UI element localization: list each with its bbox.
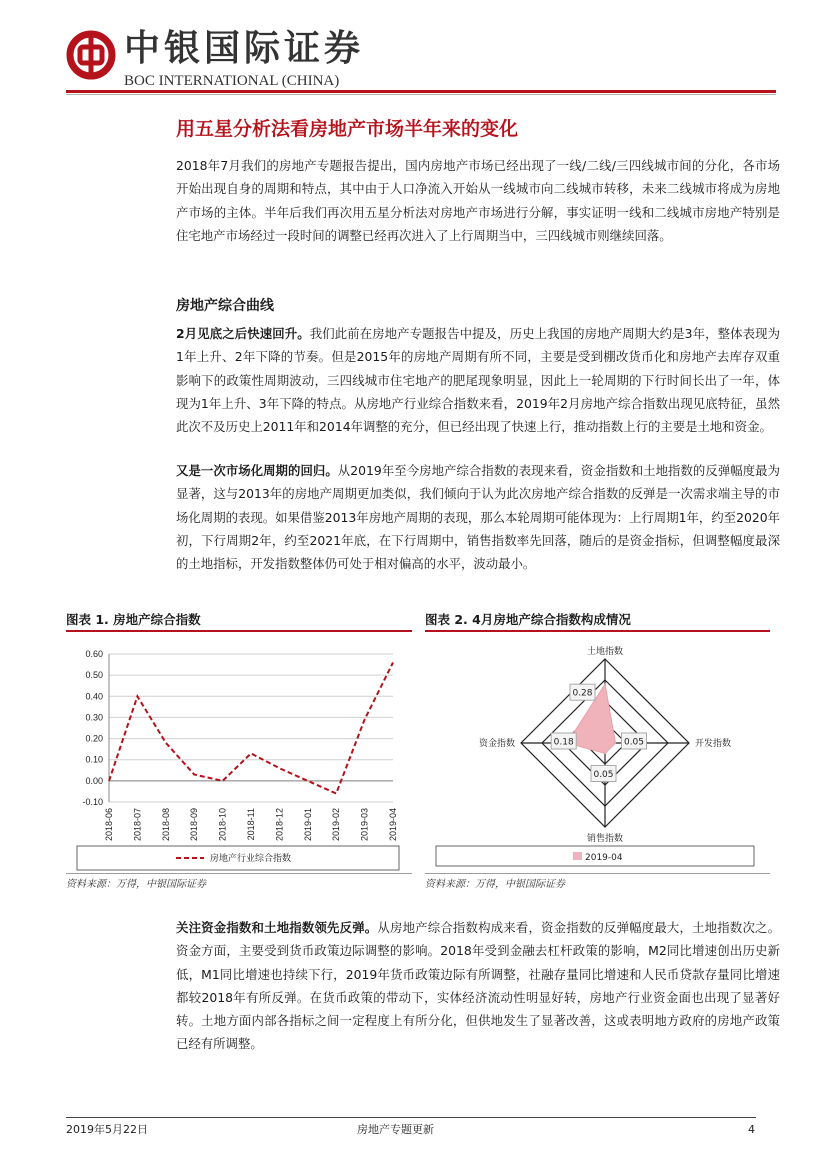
intro-paragraph: 2018年7月我们的房地产专题报告提出，国内房地产市场已经出现了一线/二线/三四线城市间的分化，各市场开始出现自身的周期和特点，其中由于人口净流入开始从一线城市向二线城市转移，未来二线城市将成为房地产市场的主体。半年后我们再次用五星分析法对房地产市场进行分解，事实证明一线和二线城市房地产特别是住宅地产市场经过一段时间的调整已经再次进入了上行周期当中，三四线城市则继续回落。 bbox=[176, 158, 780, 243]
chart-1-y-tick-label: 0.10 bbox=[85, 754, 103, 765]
chart-1-y-tick-label: 0.40 bbox=[85, 691, 103, 702]
paragraph-2 bbox=[176, 459, 780, 575]
figure-2-source: 资料来源：万得，中银国际证券 bbox=[425, 879, 565, 890]
figure-1-source-rule bbox=[66, 873, 412, 874]
chart-1-grid bbox=[109, 654, 393, 802]
header-rule bbox=[66, 90, 776, 93]
chart-2-value-label: 0.05 bbox=[593, 770, 614, 780]
chart-1-y-tick-label: 0.20 bbox=[85, 733, 103, 744]
chart-2-legend-swatch bbox=[573, 852, 582, 860]
section-heading: 房地产综合曲线 bbox=[176, 298, 274, 314]
paragraph-3-lead: 关注资金指数和土地指数领先反弹。 bbox=[176, 920, 378, 935]
figure-2-rule bbox=[425, 630, 770, 632]
chart-1-legend-label: 房地产行业综合指数 bbox=[210, 854, 292, 864]
chart-1-x-tick-label: 2018-08 bbox=[160, 808, 171, 842]
chart-2-axis-label: 销售指数 bbox=[586, 834, 624, 844]
figure-1-chart bbox=[66, 640, 412, 872]
chart-2-axis-label: 开发指数 bbox=[695, 739, 732, 749]
chart-1-x-tick-label: 2019-02 bbox=[331, 808, 342, 842]
boc-logo-icon bbox=[66, 30, 116, 80]
chart-1-x-tick-label: 2018-09 bbox=[189, 808, 200, 842]
chart-1-y-tick-label: 0.00 bbox=[85, 775, 103, 786]
footer-rule bbox=[66, 1117, 756, 1118]
chart-2-axis-label: 资金指数 bbox=[478, 739, 515, 749]
chart-1-y-ticks bbox=[82, 649, 103, 807]
figure-1-source: 资料来源：万得，中银国际证券 bbox=[66, 879, 206, 890]
chart-1-x-tick-label: 2018-11 bbox=[246, 808, 256, 841]
figure-1-rule bbox=[66, 630, 412, 632]
chart-1-y-tick-label: -0.10 bbox=[82, 797, 103, 807]
chart-1-x-tick-label: 2018-06 bbox=[104, 808, 114, 842]
paragraph-1-body: 我们此前在房地产专题报告中提及，历史上我国的房地产周期大约是3年，整体表现为1年上升、2年下降的节奏。但是2015年的房地产周期有所不同，主要是受到棚改货币化和房地产去库存双重影响下的政策性周期波动，三四线城市住宅地产的肥尾现象明显，因此上一轮周期的下行时间长出了一年，体现为1年上升、3年下降的特点。从房地产行业综合指数来看，2019年2月房地产综合指数出现见底特征，虽然此次不及历史上2011年和2014年调整的充分，但已经出现了快速上行，推动指数上行的主要是土地和资金。 bbox=[176, 326, 780, 435]
brand-name-en: BOC INTERNATIONAL (CHINA) bbox=[124, 73, 340, 89]
chart-1-y-tick-label: 0.50 bbox=[85, 670, 103, 681]
chart-1-x-tick-label: 2019-01 bbox=[302, 808, 313, 842]
figure-2-caption: 图表 2. 4月房地产综合指数构成情况 bbox=[425, 612, 631, 627]
chart-1-x-tick-label: 2019-03 bbox=[359, 808, 370, 842]
chart-1-x-tick-label: 2018-12 bbox=[274, 808, 285, 842]
chart-1-x-ticks bbox=[104, 808, 398, 841]
paragraph-3 bbox=[176, 916, 780, 1056]
figure-2-source-rule bbox=[425, 873, 770, 874]
chart-2-legend-label: 2019-04 bbox=[585, 853, 623, 863]
chart-2-value-label: 0.28 bbox=[572, 688, 593, 699]
paragraph-3-body: 从房地产综合指数构成来看，资金指数的反弹幅度最大，土地指数次之。资金方面，主要受到货币政策边际调整的影响。2018年受到金融去杠杆政策的影响，M2同比增速创出历史新低，M1同比增速也持续下行，2019年货币政策边际有所调整，社融存量同比增速和人民币贷款存量同比增速都较2018年有所反弹。在货币政策的带动下，实体经济流动性明显好转，房地产行业资金面也出现了显著好转。土地方面内部各指标之间一定程度上有所分化，但供地发生了显著改善，这或表明地方政府的房地产政策已经有所调整。 bbox=[176, 920, 781, 1052]
footer-report-name: 房地产专题更新 bbox=[357, 1123, 434, 1136]
paragraph-1 bbox=[176, 322, 780, 438]
footer-date: 2019年5月22日 bbox=[66, 1123, 148, 1136]
chart-1-x-tick-label: 2019-04 bbox=[388, 808, 398, 842]
chart-1-x-tick-label: 2018-07 bbox=[132, 808, 143, 842]
chart-1-y-tick-label: 0.30 bbox=[85, 712, 103, 723]
chart-1-x-tick-label: 2018-10 bbox=[217, 808, 228, 842]
paragraph-1-lead: 2月见底之后快速回升。 bbox=[176, 326, 310, 341]
chart-2-value-label: 0.18 bbox=[553, 737, 574, 748]
chart-2-axis-label: 土地指数 bbox=[586, 647, 624, 657]
paragraph-2-body: 从2019年至今房地产综合指数的表现来看，资金指数和土地指数的反弹幅度最为显著，这与2013年的房地产周期更加类似，我们倾向于认为此次房地产综合指数的反弹是一次需求端主导的市场化周期的表现。如果借鉴2013年房地产周期的表现，那么本轮周期可能体现为：上行周期1年，约至2020年初，下行周期2年，约至2021年底，在下行周期中，销售指数率先回落，随后的是资金指标，但调整幅度最深的土地指标，开发指数整体仍可处于相对偏高的水平，波动最小。 bbox=[176, 463, 780, 572]
header-rule-thin bbox=[66, 94, 776, 95]
chart-1-series-line bbox=[109, 663, 393, 794]
boc-logo bbox=[66, 30, 116, 80]
brand-name-cn: 中银国际证券 bbox=[124, 27, 365, 69]
figure-2-chart bbox=[425, 640, 770, 872]
page-title: 用五星分析法看房地产市场半年来的变化 bbox=[176, 118, 519, 140]
chart-2-value-label: 0.05 bbox=[623, 737, 645, 748]
figure-1-caption: 图表 1. 房地产综合指数 bbox=[66, 612, 201, 627]
footer-page-number: 4 bbox=[748, 1123, 755, 1136]
paragraph-2-lead: 又是一次市场化周期的回归。 bbox=[176, 463, 338, 478]
chart-1-y-tick-label: 0.60 bbox=[85, 649, 103, 659]
